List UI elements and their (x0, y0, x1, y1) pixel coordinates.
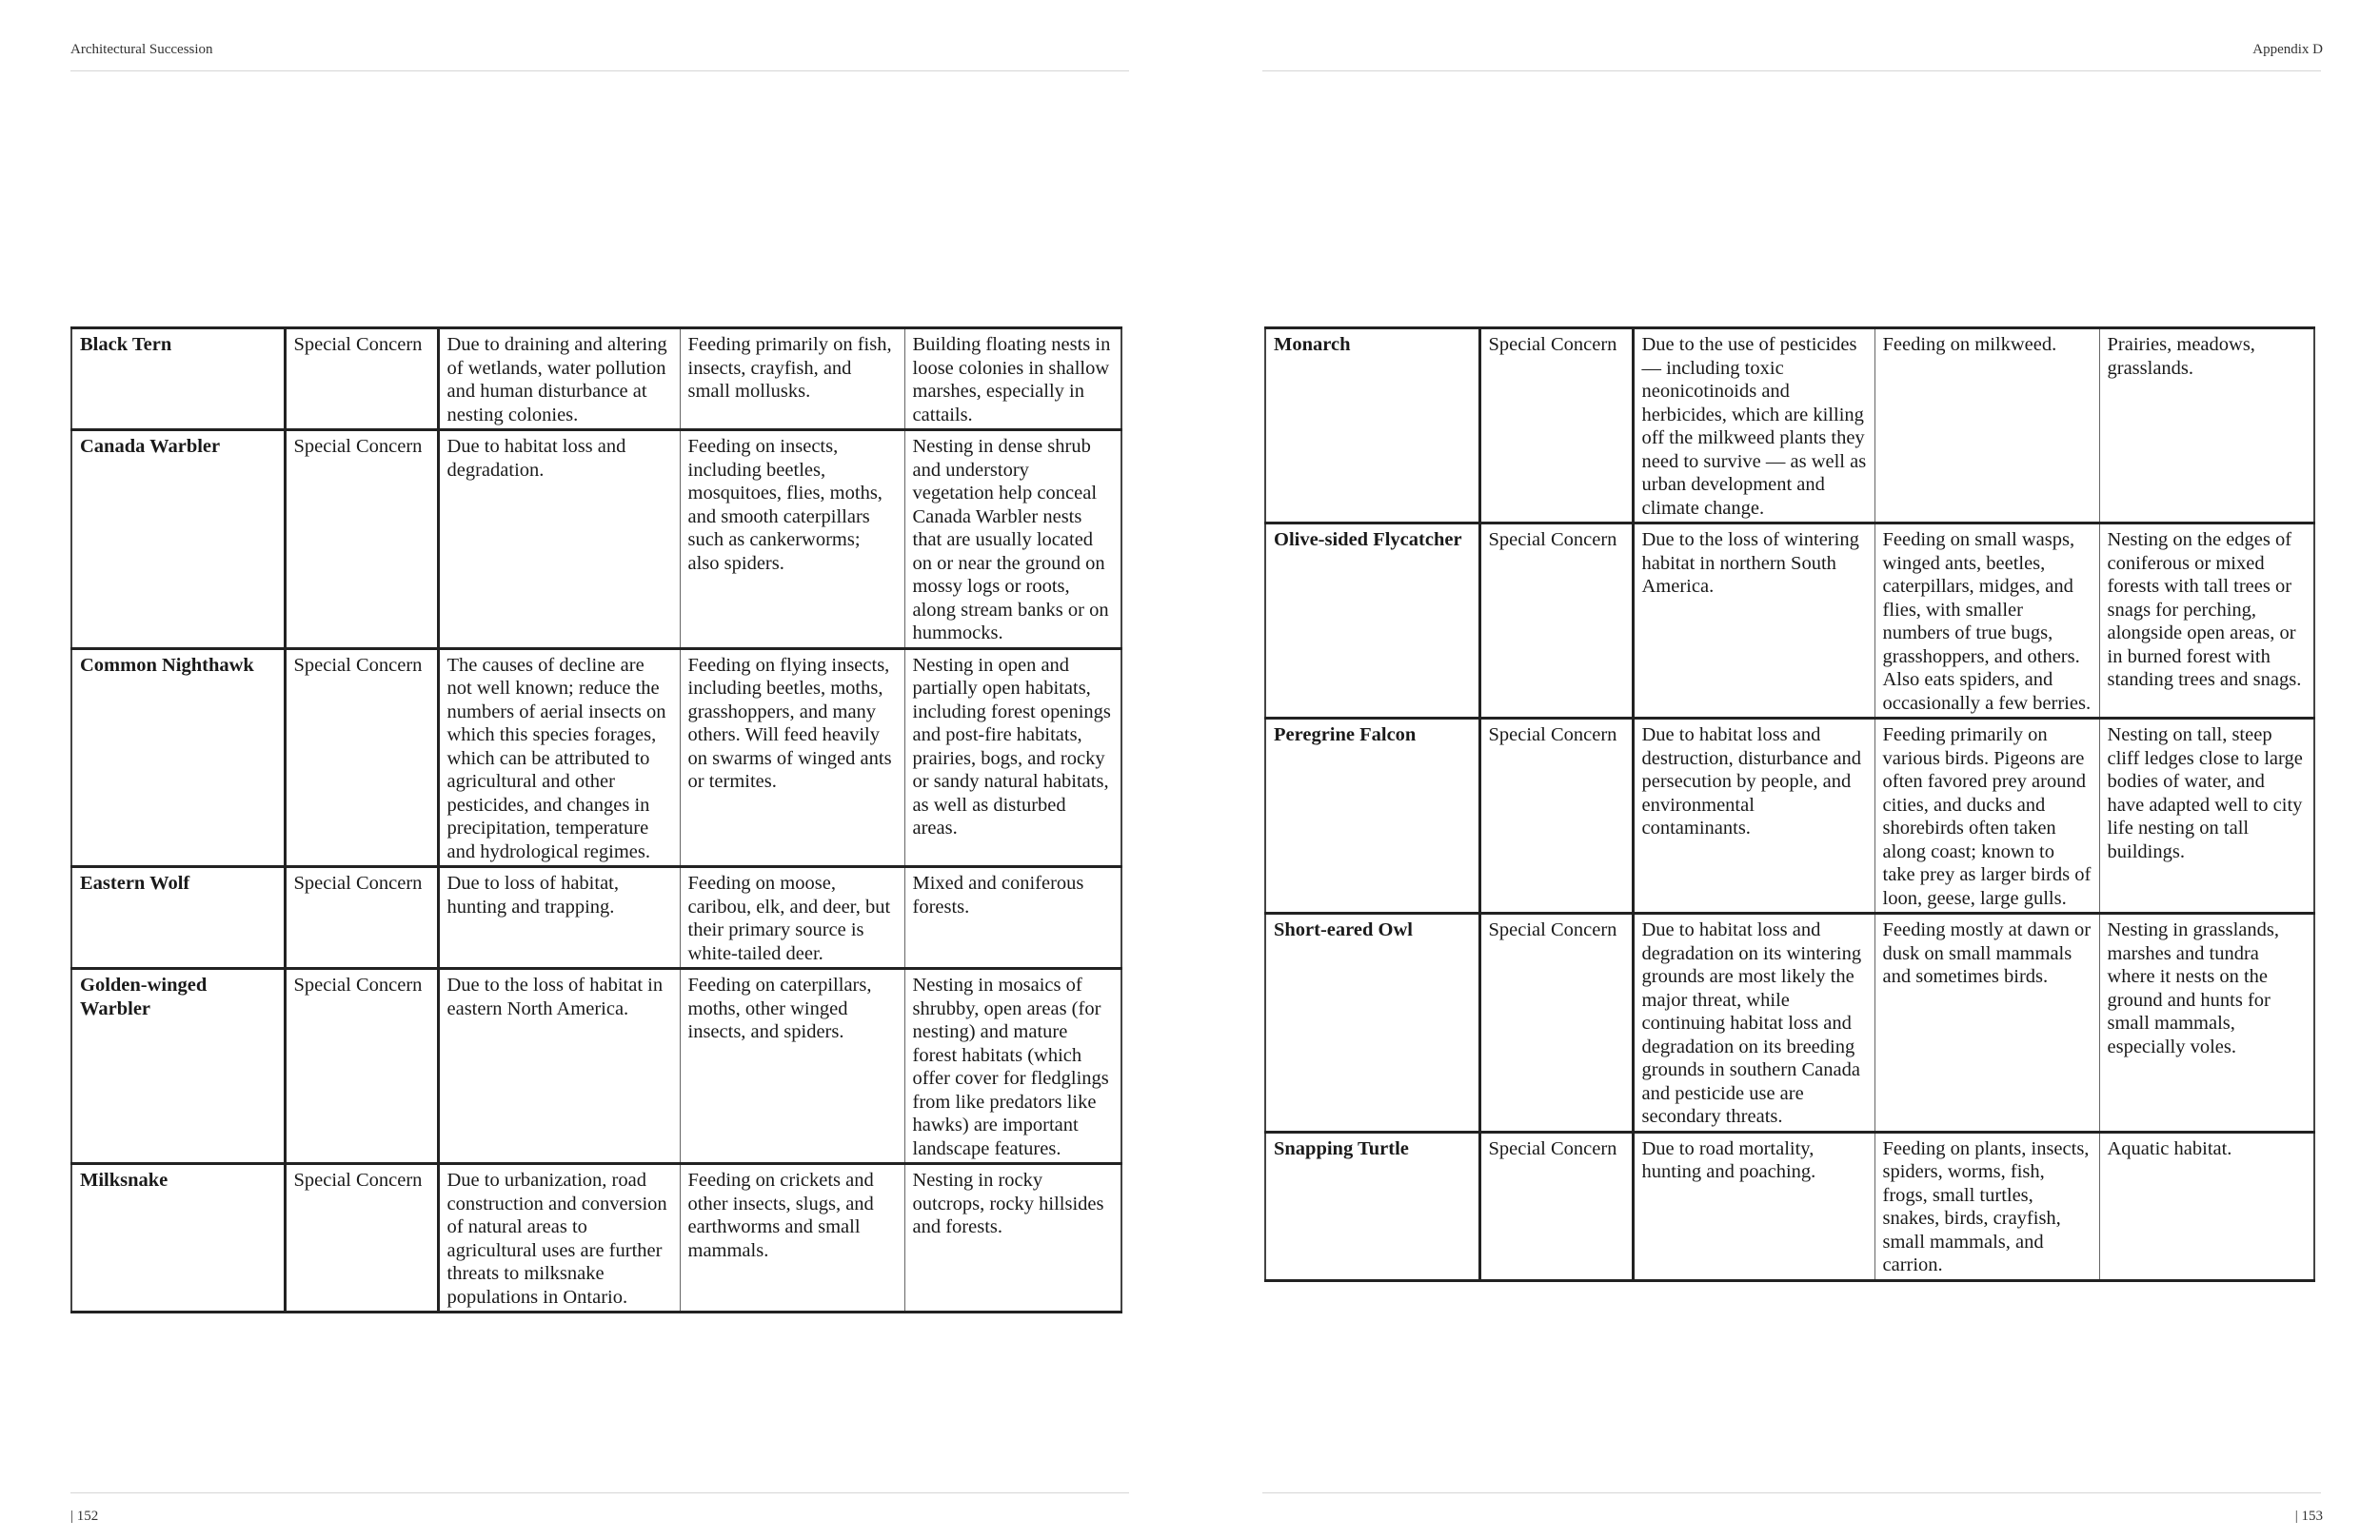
table-row (71, 328, 1121, 430)
species-table-left (70, 326, 1122, 1313)
diet-cell: Feeding on flying insects, including beetles, moths, grasshoppers, and many others. Will feed heavily on swarms of winged ants or termites. (680, 648, 904, 867)
habitat-cell: Nesting in open and partially open habitats, including forest openings and post-fire habitats, prairies, bogs, and rocky or sandy natural habitats, as well as disturbed areas. (904, 648, 1121, 867)
table-row (1265, 523, 2314, 719)
diet-cell: Feeding on small wasps, winged ants, beetles, caterpillars, midges, and flies, with smaller numbers of true bugs, grasshoppers, and others. Also eats spiders, and occasionally a few berries. (1874, 523, 2099, 719)
diet-cell: Feeding on caterpillars, moths, other winged insects, and spiders. (680, 969, 904, 1164)
threats-cell: Due to the loss of habitat in eastern North America. (438, 969, 680, 1164)
threats-cell: Due to draining and altering of wetlands, water pollution and human disturbance at nesting colonies. (438, 328, 680, 430)
table-row (71, 867, 1121, 969)
table-row (1265, 328, 2314, 523)
threats-cell: The causes of decline are not well known; reduce the numbers of aerial insects on which this species forages, which can be attributed to agricultural and other pesticides, and changes in precipitation, temperature and hydrological regimes. (438, 648, 680, 867)
species-name: Snapping Turtle (1265, 1132, 1479, 1280)
species-name: Monarch (1265, 328, 1479, 523)
conservation-status: Special Concern (285, 648, 438, 867)
species-table-left-body (71, 328, 1121, 1313)
species-name: Peregrine Falcon (1265, 719, 1479, 914)
diet-cell: Feeding primarily on fish, insects, crayfish, and small mollusks. (680, 328, 904, 430)
conservation-status: Special Concern (1479, 328, 1633, 523)
species-name: Short-eared Owl (1265, 914, 1479, 1133)
threats-cell: Due to habitat loss and degradation. (438, 430, 680, 649)
conservation-status: Special Concern (285, 328, 438, 430)
conservation-status: Special Concern (285, 867, 438, 969)
diet-cell: Feeding primarily on various birds. Pigeons are often favored prey around cities, and ducks and shorebirds often taken along coast; known to take prey as larger birds of loon, geese, large gulls. (1874, 719, 2099, 914)
table-row (1265, 719, 2314, 914)
species-name: Milksnake (71, 1164, 285, 1313)
species-name: Eastern Wolf (71, 867, 285, 969)
habitat-cell: Nesting in dense shrub and understory vegetation help conceal Canada Warbler nests that are usually located on or near the ground on mossy logs or roots, along stream banks or on hummocks. (904, 430, 1121, 649)
habitat-cell: Nesting in grasslands, marshes and tundra where it nests on the ground and hunts for small mammals, especially voles. (2099, 914, 2314, 1133)
habitat-cell: Aquatic habitat. (2099, 1132, 2314, 1280)
diet-cell: Feeding on milkweed. (1874, 328, 2099, 523)
species-name: Golden-winged Warbler (71, 969, 285, 1164)
threats-cell: Due to loss of habitat, hunting and trapping. (438, 867, 680, 969)
header-rule-right (1262, 70, 2321, 71)
species-name: Black Tern (71, 328, 285, 430)
conservation-status: Special Concern (285, 969, 438, 1164)
species-table-right (1264, 326, 2315, 1282)
diet-cell: Feeding mostly at dawn or dusk on small mammals and sometimes birds. (1874, 914, 2099, 1133)
conservation-status: Special Concern (285, 1164, 438, 1313)
threats-cell: Due to habitat loss and destruction, disturbance and persecution by people, and environmental contaminants. (1633, 719, 1874, 914)
conservation-status: Special Concern (285, 430, 438, 649)
conservation-status: Special Concern (1479, 719, 1633, 914)
header-rule-left (70, 70, 1129, 71)
habitat-cell: Nesting in rocky outcrops, rocky hillsides and forests. (904, 1164, 1121, 1313)
habitat-cell: Mixed and coniferous forests. (904, 867, 1121, 969)
table-row (71, 648, 1121, 867)
diet-cell: Feeding on crickets and other insects, slugs, and earthworms and small mammals. (680, 1164, 904, 1313)
species-name: Canada Warbler (71, 430, 285, 649)
running-head-left: Architectural Succession (70, 42, 213, 57)
table-row (71, 969, 1121, 1164)
habitat-cell: Nesting in mosaics of shrubby, open areas (for nesting) and mature forest habitats (which offer cover for fledglings from like predators like hawks) are important landscape features. (904, 969, 1121, 1164)
table-row (71, 1164, 1121, 1313)
running-head-right: Appendix D (2252, 42, 2323, 57)
conservation-status: Special Concern (1479, 914, 1633, 1133)
threats-cell: Due to habitat loss and degradation on its wintering grounds are most likely the major threat, while continuing habitat loss and degradation on its breeding grounds in southern Canada and pesticide use are secondary threats. (1633, 914, 1874, 1133)
table-row (71, 430, 1121, 649)
species-table-right-body (1265, 328, 2314, 1281)
threats-cell: Due to the loss of wintering habitat in northern South America. (1633, 523, 1874, 719)
page-number-left: | 152 (70, 1509, 99, 1524)
footer-rule-right (1262, 1492, 2321, 1493)
threats-cell: Due to the use of pesticides — including toxic neonicotinoids and herbicides, which are killing off the milkweed plants they need to survive — as well as urban development and climate change. (1633, 328, 1874, 523)
threats-cell: Due to road mortality, hunting and poaching. (1633, 1132, 1874, 1280)
page-number-right: | 153 (2294, 1509, 2323, 1524)
species-name: Olive-sided Flycatcher (1265, 523, 1479, 719)
species-name: Common Nighthawk (71, 648, 285, 867)
diet-cell: Feeding on moose, caribou, elk, and deer, but their primary source is white-tailed deer. (680, 867, 904, 969)
habitat-cell: Nesting on tall, steep cliff ledges close to large bodies of water, and have adapted well to city life nesting on tall buildings. (2099, 719, 2314, 914)
habitat-cell: Nesting on the edges of coniferous or mixed forests with tall trees or snags for perching, alongside open areas, or in burned forest with standing trees and snags. (2099, 523, 2314, 719)
habitat-cell: Building floating nests in loose colonies in shallow marshes, especially in cattails. (904, 328, 1121, 430)
habitat-cell: Prairies, meadows, grasslands. (2099, 328, 2314, 523)
table-row (1265, 914, 2314, 1133)
conservation-status: Special Concern (1479, 1132, 1633, 1280)
conservation-status: Special Concern (1479, 523, 1633, 719)
table-row (1265, 1132, 2314, 1280)
footer-rule-left (70, 1492, 1129, 1493)
threats-cell: Due to urbanization, road construction and conversion of natural areas to agricultural uses are further threats to milksnake populations in Ontario. (438, 1164, 680, 1313)
diet-cell: Feeding on plants, insects, spiders, worms, fish, frogs, small turtles, snakes, birds, crayfish, small mammals, and carrion. (1874, 1132, 2099, 1280)
diet-cell: Feeding on insects, including beetles, mosquitoes, flies, moths, and smooth caterpillars such as cankerworms; also spiders. (680, 430, 904, 649)
